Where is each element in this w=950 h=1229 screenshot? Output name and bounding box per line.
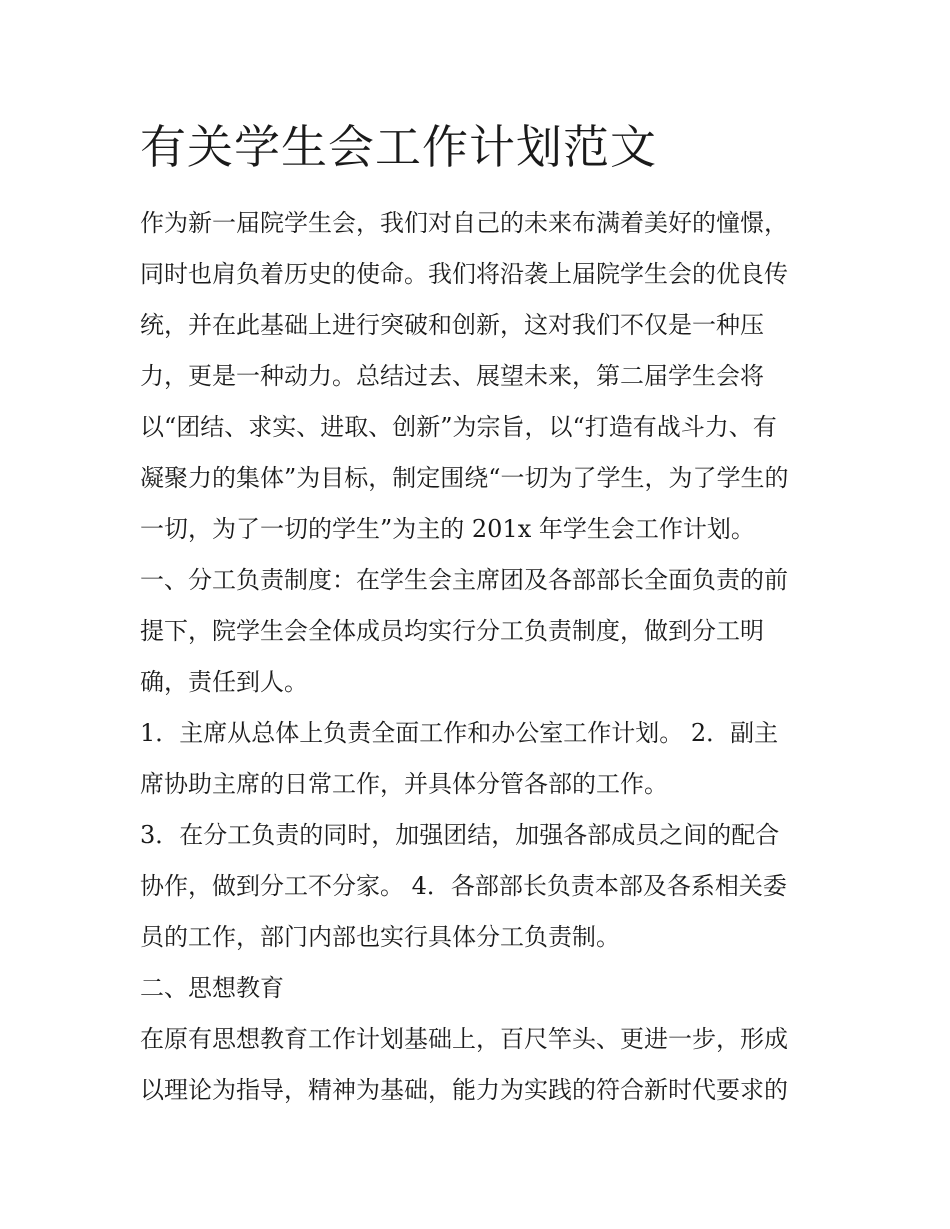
paragraph-line: 同时也肩负着历史的使命。我们将沿袭上届院学生会的优良传 <box>140 260 788 288</box>
paragraph-line: 确，责任到人。 <box>140 668 308 696</box>
document-body <box>140 112 815 1116</box>
document-title: 有关学生会工作计划范文 <box>140 120 657 174</box>
section-heading-line: 一、分工负责制度：在学生会主席团及各部部长全面负责的前 <box>140 566 788 594</box>
list-item-line: 3．在分工负责的同时，加强团结，加强各部成员之间的配合 <box>140 821 780 849</box>
list-item-line: 席协助主席的日常工作，并具体分管各部的工作。 <box>140 770 668 798</box>
paragraph-line: 以“团结、求实、进取、创新”为宗旨，以“打造有战斗力、有 <box>140 413 777 441</box>
paragraph-line: 力，更是一种动力。总结过去、展望未来，第二届学生会将 <box>140 362 764 390</box>
list-item-line: 1．主席从总体上负责全面工作和办公室工作计划。 2．副主 <box>140 719 779 747</box>
paragraph-line: 一切，为了一切的学生”为主的 201x 年学生会工作计划。 <box>140 515 755 543</box>
paragraph-line: 以理论为指导，精神为基础，能力为实践的符合新时代要求的 <box>140 1076 788 1104</box>
paragraph-line: 在原有思想教育工作计划基础上，百尺竿头、更进一步，形成 <box>140 1025 788 1053</box>
section-heading-line: 二、思想教育 <box>140 974 284 1002</box>
paragraph-line: 作为新一届院学生会，我们对自己的未来布满着美好的憧憬， <box>140 209 788 237</box>
paragraph-line: 凝聚力的集体”为目标，制定围绕“一切为了学生，为了学生的 <box>140 464 789 492</box>
list-item-line: 员的工作，部门内部也实行具体分工负责制。 <box>140 923 620 951</box>
paragraph-line: 提下，院学生会全体成员均实行分工负责制度，做到分工明 <box>140 617 764 645</box>
paragraph-line: 统，并在此基础上进行突破和创新，这对我们不仅是一种压 <box>140 311 764 339</box>
list-item-line: 协作，做到分工不分家。 4．各部部长负责本部及各系相关委 <box>140 872 787 900</box>
